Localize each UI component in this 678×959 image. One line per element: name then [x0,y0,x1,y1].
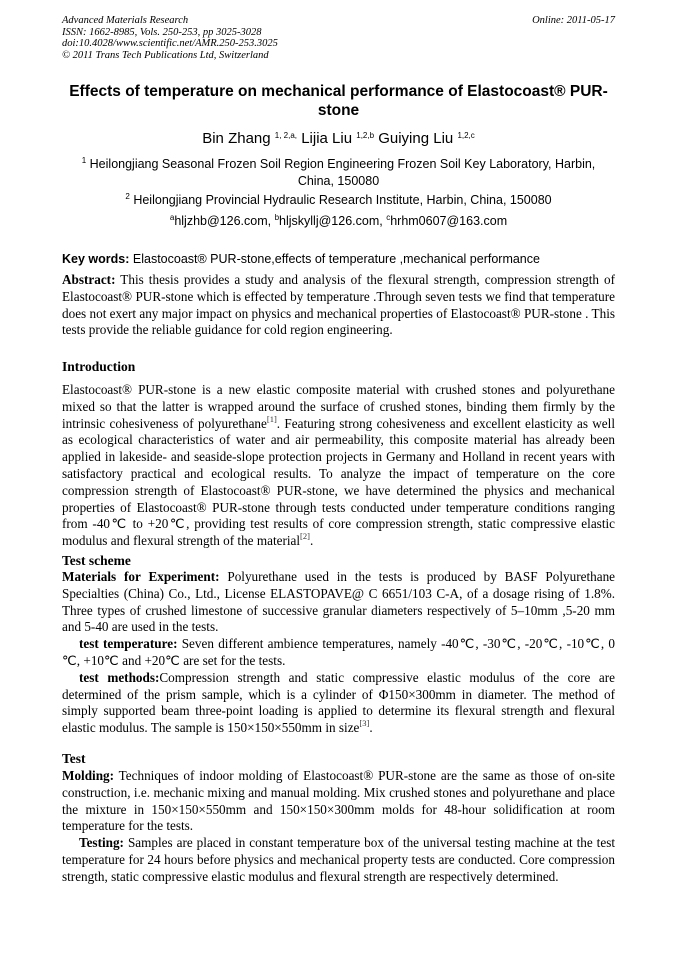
intro-text-3: . [309,533,314,549]
citation-2[interactable]: [2] [300,531,310,542]
email-c-sup: c [386,213,391,222]
author-affiliation-sup: 1,2,b [356,131,375,140]
author-name: Guiying Liu [378,130,454,147]
methods-end: . [369,720,373,736]
author-affiliation-sup: 1,2,c [457,131,475,140]
email-b[interactable]: hljskyllj@126.com, [279,214,383,228]
molding-text: Techniques of indoor molding of Elastocoast® PUR-stone are the same as those of on-site construction, i.e. mechanic mixing and manual molding. Mix crushed stones and polyurethane and place the mixture in 150×150×550mm and 150×150×300mm molds for 48-hour solidification at room temperature for the tests. [62,768,615,834]
online-date: Online: 2011-05-17 [532,15,615,26]
intro-text-2: . Featuring strong cohesiveness and excellent elasticity as well as ecological characteristics of water and air permeability, this composite material has already been applied in lakeside- and seaside-slope protection projects in Germany and Holland in recent years with satisfactory practical and ecological results. To analyze the impact of temperature on the core compression strength of Elastocoast® PUR-stone, we have determined the physics and mechanical properties of Elastocoast® PUR-stone through tests conducted under temperature conditions ranging from -40℃ to +20℃, providing test results of core compression strength, static compressive elastic modulus and flexural strength of the material [62,415,615,549]
abstract-label: Abstract: [62,272,116,287]
email-a-sup: a [169,213,175,222]
testing-label: Testing: [79,835,124,851]
author-name: Bin Zhang [202,130,271,147]
test-body [62,768,615,886]
keywords-text: Elastocoast® PUR-stone,effects of temperature ,mechanical performance [132,252,540,266]
citation-1[interactable]: [1] [266,413,277,424]
materials-label: Materials for Experiment: [62,569,220,584]
abstract [62,272,615,339]
author-affiliation-sup: 1, 2,a, [274,131,298,140]
temperature-text: Seven different ambience temperatures, namely -40℃, -30℃, -20℃, -10℃, 0 ℃, +10℃ and +20℃ are set for the tests. [62,636,615,668]
affiliation-1-text: Heilongjiang Seasonal Frozen Soil Region Engineering Frozen Soil Key Laboratory, Harbin, China, 150080 [89,157,596,188]
affiliation-1 [62,156,615,190]
methods-text: Compression strength and static compressive elastic modulus of the core are determined of the prism sample, which is a cylinder of Φ150×300mm in diameter. The method of simply supported beam three-point loading is applied to determine its flexural strength and flexural elastic modulus. The sample is 150×150×550mm in size [62,669,616,736]
author-emails [62,213,615,230]
author-list [62,130,615,148]
test-heading: Test [62,751,86,766]
author-name: Lijia Liu [301,130,353,147]
copyright-line: © 2011 Trans Tech Publications Ltd, Switzerland [62,49,269,61]
temperature-label: test temperature: [79,636,178,652]
molding-label: Molding: [62,768,115,783]
keywords [62,251,615,268]
affiliation-1-sup: 1 [81,156,87,165]
affiliation-2-sup: 2 [125,192,130,201]
introduction-heading: Introduction [62,359,136,374]
abstract-text: This thesis provides a study and analysis of the flexural strength, compression strength of Elastocoast® PUR-stone which is effected by temperature .Through seven tests we find that temperature does not exert any major impact on physics and mechanical properties of Elastocoast® PUR-stone . This tests provide the reliable guidance for cold region engineering. [62,272,615,338]
keywords-label: Key words: [62,252,130,266]
methods-label: test methods: [79,669,160,685]
journal-header [62,15,278,61]
test-scheme-heading: Test scheme [62,553,131,568]
affiliation-2-text: Heilongjiang Provincial Hydraulic Research Institute, Harbin, China, 150080 [133,193,552,207]
email-b-sup: b [274,213,280,222]
affiliation-2 [62,192,615,209]
email-a[interactable]: hljzhb@126.com, [174,214,272,228]
citation-3[interactable]: [3] [359,718,370,729]
paper-title: Effects of temperature on mechanical performance of Elastocoast® PUR-stone [69,83,608,119]
issn-line: ISSN: 1662-8985, Vols. 250-253, pp 3025-3028 [62,26,262,38]
intro-text-1: Elastocoast® PUR-stone is a new elastic composite material with crushed stones and polyurethane mixed so that the latter is wrapped around the surface of crushed stones, binding them firmly by the intrinsic cohesiveness of polyurethane [62,382,615,431]
materials-text: Polyurethane used in the tests is produced by BASF Polyurethane Specialties (China) Co., Ltd., License ELASTOPAVE@ C 6651/103 C-A, of a dosage rising of 1.8%. Three types of crushed limestone of successive granular diameters respectively of 5–10mm ,5-20 mm and 5-40 are used in the tests. [62,569,616,635]
introduction-body [62,382,615,550]
testing-text: Samples are placed in constant temperature box of the universal testing machine at the test temperature for 24 hours before physics and mechanical property tests are conducted. Core compression strength, static compressive elastic modulus and flexural strength are respectively determined. [62,835,615,884]
journal-name: Advanced Materials Research [62,15,189,26]
email-c[interactable]: hrhm0607@163.com [390,214,508,228]
doi-line: doi:10.4028/www.scientific.net/AMR.250-253.3025 [62,38,278,49]
test-scheme-body [62,569,615,737]
